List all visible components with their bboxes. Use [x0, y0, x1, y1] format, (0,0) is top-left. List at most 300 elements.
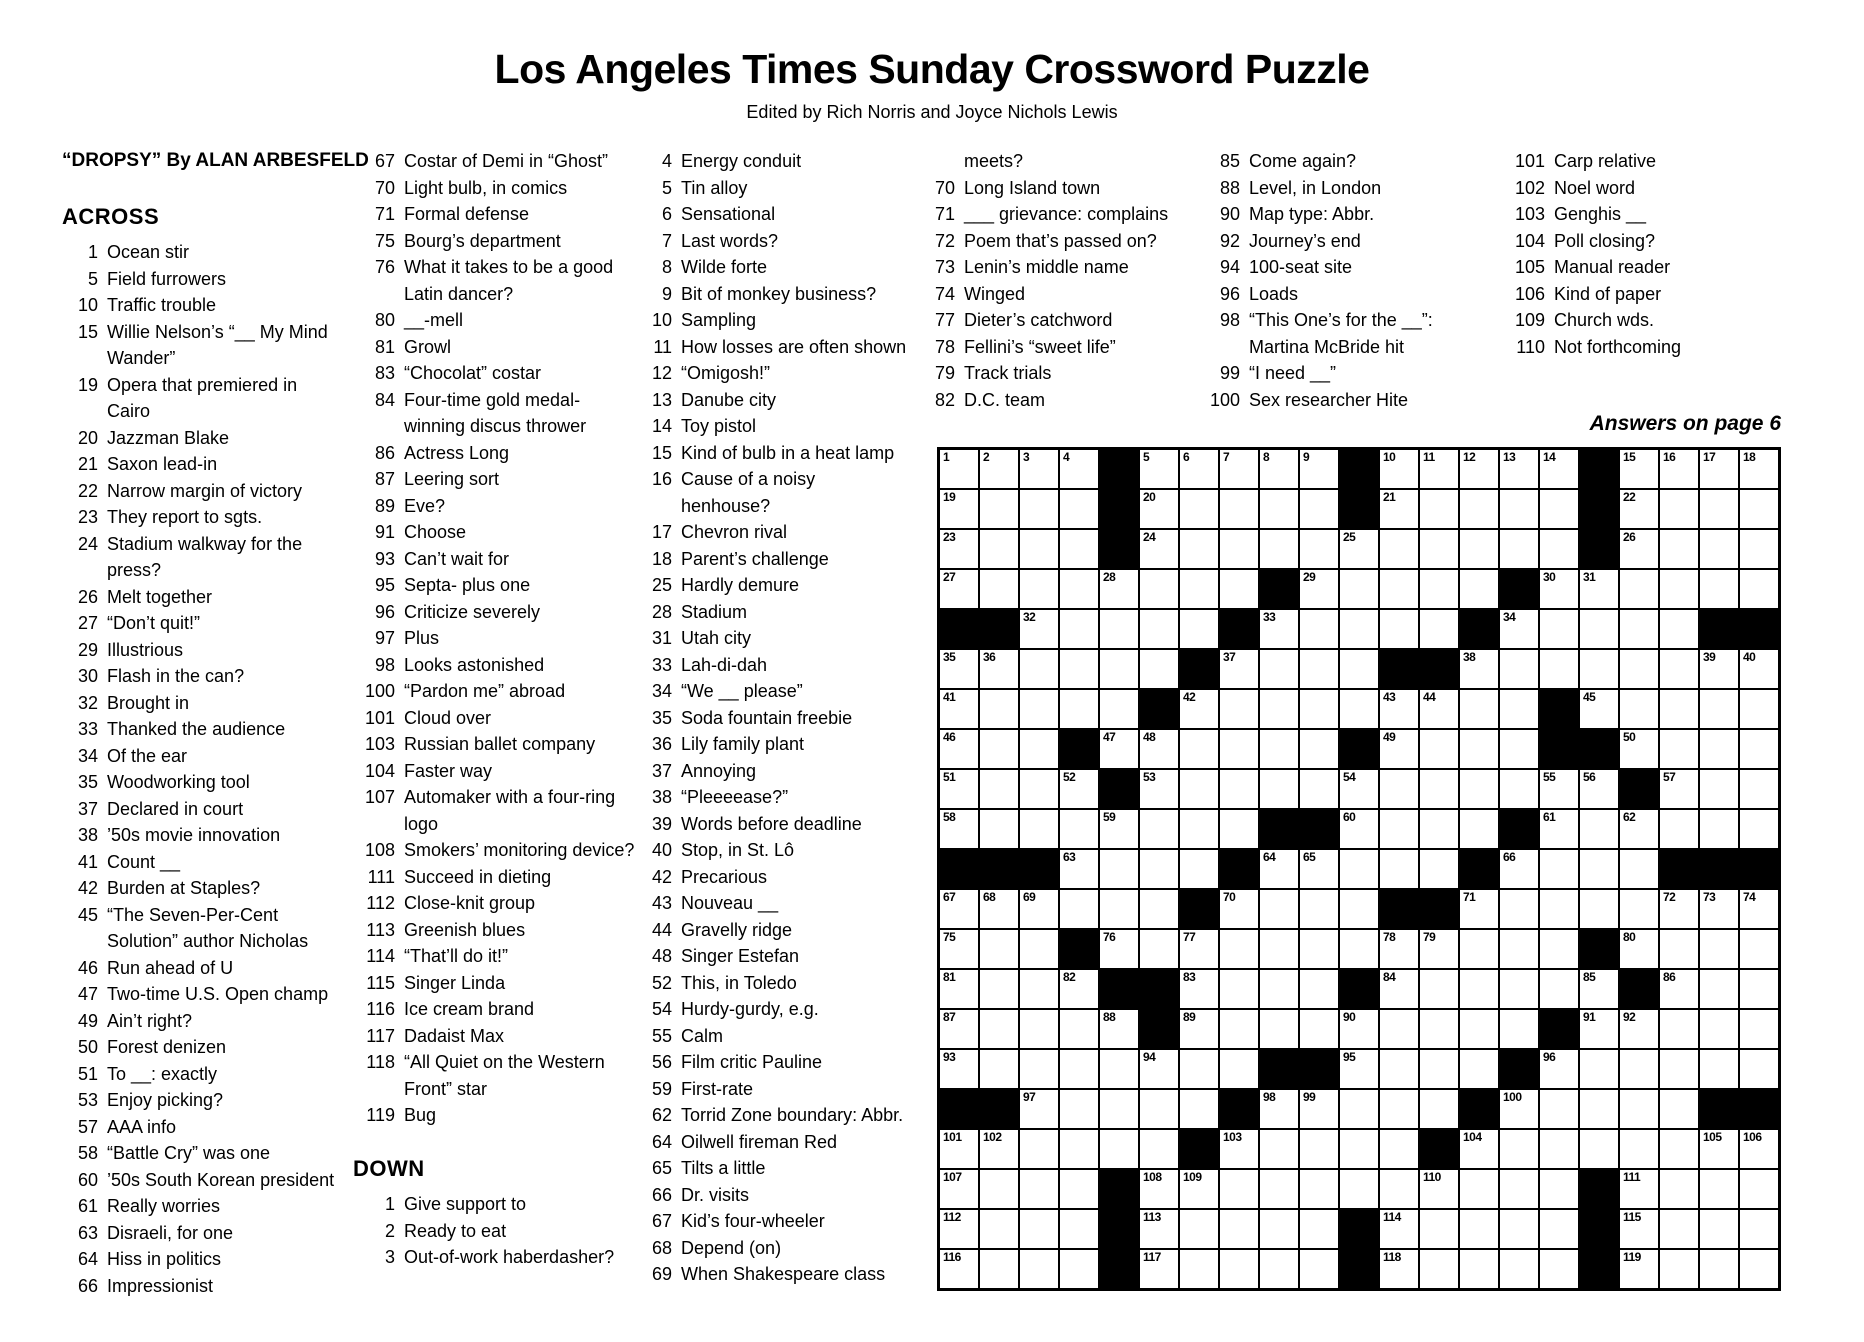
grid-cell[interactable] [1500, 1010, 1538, 1048]
grid-cell[interactable] [1340, 1130, 1378, 1168]
grid-cell[interactable] [1300, 1210, 1338, 1248]
grid-cell[interactable] [1420, 690, 1458, 728]
grid-cell[interactable] [1620, 530, 1658, 568]
grid-cell[interactable] [1460, 810, 1498, 848]
grid-cell[interactable] [980, 810, 1018, 848]
grid-cell[interactable] [1380, 1090, 1418, 1128]
grid-cell[interactable] [1380, 850, 1418, 888]
grid-cell[interactable] [1580, 1090, 1618, 1128]
grid-cell[interactable] [980, 1050, 1018, 1088]
grid-cell[interactable] [1540, 610, 1578, 648]
grid-cell[interactable] [1020, 1170, 1058, 1208]
grid-cell[interactable] [1260, 690, 1298, 728]
grid-cell[interactable] [1500, 770, 1538, 808]
grid-cell[interactable] [1260, 850, 1298, 888]
grid-cell[interactable] [1460, 1130, 1498, 1168]
grid-cell[interactable] [1060, 650, 1098, 688]
grid-cell[interactable] [980, 490, 1018, 528]
grid-cell[interactable] [1060, 530, 1098, 568]
grid-cell[interactable] [1140, 1050, 1178, 1088]
grid-cell[interactable] [1140, 930, 1178, 968]
grid-cell[interactable] [1100, 810, 1138, 848]
grid-cell[interactable] [1220, 730, 1258, 768]
grid-cell[interactable] [1500, 850, 1538, 888]
grid-cell[interactable] [1300, 1130, 1338, 1168]
grid-cell[interactable] [1580, 650, 1618, 688]
grid-cell[interactable] [1700, 530, 1738, 568]
grid-cell[interactable] [1740, 730, 1778, 768]
grid-cell[interactable] [1700, 930, 1738, 968]
grid-cell[interactable] [1700, 1010, 1738, 1048]
grid-cell[interactable] [1460, 1250, 1498, 1288]
grid-cell[interactable] [1740, 970, 1778, 1008]
grid-cell[interactable] [1300, 530, 1338, 568]
grid-cell[interactable] [1660, 1170, 1698, 1208]
grid-cell[interactable] [1180, 930, 1218, 968]
grid-cell[interactable] [1260, 770, 1298, 808]
grid-cell[interactable] [980, 970, 1018, 1008]
grid-cell[interactable] [1100, 1130, 1138, 1168]
grid-cell[interactable] [1020, 890, 1058, 928]
grid-cell[interactable] [1580, 850, 1618, 888]
grid-cell[interactable] [1660, 490, 1698, 528]
grid-cell[interactable] [1220, 1130, 1258, 1168]
grid-cell[interactable] [1420, 970, 1458, 1008]
grid-cell[interactable] [1460, 650, 1498, 688]
grid-cell[interactable] [1500, 1210, 1538, 1248]
grid-cell[interactable] [1540, 810, 1578, 848]
grid-cell[interactable] [1300, 1250, 1338, 1288]
grid-cell[interactable] [1260, 890, 1298, 928]
grid-cell[interactable] [1700, 810, 1738, 848]
grid-cell[interactable] [1020, 1210, 1058, 1248]
grid-cell[interactable] [1420, 1210, 1458, 1248]
grid-cell[interactable] [1740, 690, 1778, 728]
grid-cell[interactable] [1660, 650, 1698, 688]
grid-cell[interactable] [940, 890, 978, 928]
grid-cell[interactable] [1700, 730, 1738, 768]
grid-cell[interactable] [1660, 1010, 1698, 1048]
grid-cell[interactable] [1660, 450, 1698, 488]
grid-cell[interactable] [1420, 570, 1458, 608]
grid-cell[interactable] [1540, 1130, 1578, 1168]
grid-cell[interactable] [940, 650, 978, 688]
grid-cell[interactable] [1540, 450, 1578, 488]
grid-cell[interactable] [1460, 530, 1498, 568]
grid-cell[interactable] [1100, 650, 1138, 688]
grid-cell[interactable] [1140, 730, 1178, 768]
grid-cell[interactable] [1740, 810, 1778, 848]
grid-cell[interactable] [1260, 490, 1298, 528]
grid-cell[interactable] [1180, 1010, 1218, 1048]
grid-cell[interactable] [1180, 690, 1218, 728]
grid-cell[interactable] [1380, 1010, 1418, 1048]
grid-cell[interactable] [940, 810, 978, 848]
grid-cell[interactable] [1140, 570, 1178, 608]
grid-cell[interactable] [1620, 890, 1658, 928]
grid-cell[interactable] [1260, 1090, 1298, 1128]
grid-cell[interactable] [1060, 810, 1098, 848]
grid-cell[interactable] [1620, 490, 1658, 528]
grid-cell[interactable] [1700, 970, 1738, 1008]
grid-cell[interactable] [1340, 690, 1378, 728]
grid-cell[interactable] [1340, 1170, 1378, 1208]
grid-cell[interactable] [1180, 1210, 1218, 1248]
grid-cell[interactable] [980, 690, 1018, 728]
grid-cell[interactable] [1740, 930, 1778, 968]
grid-cell[interactable] [1380, 970, 1418, 1008]
grid-cell[interactable] [1660, 890, 1698, 928]
grid-cell[interactable] [1300, 970, 1338, 1008]
grid-cell[interactable] [1180, 450, 1218, 488]
grid-cell[interactable] [1220, 450, 1258, 488]
grid-cell[interactable] [1060, 1210, 1098, 1248]
grid-cell[interactable] [1060, 1130, 1098, 1168]
grid-cell[interactable] [1300, 1170, 1338, 1208]
grid-cell[interactable] [1020, 1050, 1058, 1088]
grid-cell[interactable] [1700, 1170, 1738, 1208]
grid-cell[interactable] [1300, 570, 1338, 608]
grid-cell[interactable] [940, 1130, 978, 1168]
grid-cell[interactable] [1420, 930, 1458, 968]
grid-cell[interactable] [940, 530, 978, 568]
grid-cell[interactable] [1020, 530, 1058, 568]
grid-cell[interactable] [1380, 450, 1418, 488]
grid-cell[interactable] [1740, 1210, 1778, 1248]
grid-cell[interactable] [1180, 850, 1218, 888]
grid-cell[interactable] [1100, 1090, 1138, 1128]
grid-cell[interactable] [1220, 1250, 1258, 1288]
grid-cell[interactable] [1740, 450, 1778, 488]
grid-cell[interactable] [1060, 1250, 1098, 1288]
grid-cell[interactable] [1300, 1010, 1338, 1048]
grid-cell[interactable] [1700, 1250, 1738, 1288]
grid-cell[interactable] [1220, 770, 1258, 808]
grid-cell[interactable] [1540, 1210, 1578, 1248]
grid-cell[interactable] [1140, 450, 1178, 488]
grid-cell[interactable] [1580, 1130, 1618, 1168]
grid-cell[interactable] [1540, 850, 1578, 888]
grid-cell[interactable] [1700, 490, 1738, 528]
grid-cell[interactable] [1460, 770, 1498, 808]
grid-cell[interactable] [1580, 610, 1618, 648]
grid-cell[interactable] [1180, 530, 1218, 568]
grid-cell[interactable] [1260, 730, 1298, 768]
grid-cell[interactable] [940, 490, 978, 528]
grid-cell[interactable] [1740, 490, 1778, 528]
grid-cell[interactable] [1540, 650, 1578, 688]
grid-cell[interactable] [980, 1210, 1018, 1248]
grid-cell[interactable] [1620, 930, 1658, 968]
grid-cell[interactable] [1740, 770, 1778, 808]
grid-cell[interactable] [1380, 730, 1418, 768]
grid-cell[interactable] [1500, 530, 1538, 568]
grid-cell[interactable] [1500, 890, 1538, 928]
grid-cell[interactable] [1700, 570, 1738, 608]
grid-cell[interactable] [1020, 610, 1058, 648]
grid-cell[interactable] [1100, 890, 1138, 928]
grid-cell[interactable] [1020, 1250, 1058, 1288]
grid-cell[interactable] [1340, 1050, 1378, 1088]
grid-cell[interactable] [1380, 1210, 1418, 1248]
grid-cell[interactable] [1660, 1210, 1698, 1248]
grid-cell[interactable] [1540, 890, 1578, 928]
grid-cell[interactable] [1580, 690, 1618, 728]
grid-cell[interactable] [1100, 1050, 1138, 1088]
grid-cell[interactable] [1660, 770, 1698, 808]
grid-cell[interactable] [1620, 1170, 1658, 1208]
grid-cell[interactable] [1020, 730, 1058, 768]
grid-cell[interactable] [1140, 1090, 1178, 1128]
grid-cell[interactable] [1540, 770, 1578, 808]
grid-cell[interactable] [1180, 810, 1218, 848]
grid-cell[interactable] [1500, 610, 1538, 648]
grid-cell[interactable] [1460, 730, 1498, 768]
grid-cell[interactable] [1660, 690, 1698, 728]
grid-cell[interactable] [980, 1010, 1018, 1048]
grid-cell[interactable] [980, 1250, 1018, 1288]
grid-cell[interactable] [1500, 970, 1538, 1008]
grid-cell[interactable] [1620, 570, 1658, 608]
grid-cell[interactable] [1660, 930, 1698, 968]
grid-cell[interactable] [1500, 450, 1538, 488]
grid-cell[interactable] [1060, 1010, 1098, 1048]
grid-cell[interactable] [1300, 930, 1338, 968]
grid-cell[interactable] [1500, 490, 1538, 528]
grid-cell[interactable] [1700, 450, 1738, 488]
grid-cell[interactable] [1020, 690, 1058, 728]
grid-cell[interactable] [1660, 530, 1698, 568]
grid-cell[interactable] [1380, 1250, 1418, 1288]
grid-cell[interactable] [1260, 530, 1298, 568]
grid-cell[interactable] [1460, 890, 1498, 928]
grid-cell[interactable] [1660, 970, 1698, 1008]
grid-cell[interactable] [1300, 610, 1338, 648]
grid-cell[interactable] [1260, 970, 1298, 1008]
grid-cell[interactable] [1020, 570, 1058, 608]
grid-cell[interactable] [1660, 570, 1698, 608]
grid-cell[interactable] [1220, 570, 1258, 608]
grid-cell[interactable] [1500, 730, 1538, 768]
grid-cell[interactable] [1620, 730, 1658, 768]
grid-cell[interactable] [1100, 1010, 1138, 1048]
grid-cell[interactable] [1220, 530, 1258, 568]
grid-cell[interactable] [1140, 490, 1178, 528]
grid-cell[interactable] [1180, 570, 1218, 608]
grid-cell[interactable] [1740, 1050, 1778, 1088]
grid-cell[interactable] [1660, 730, 1698, 768]
grid-cell[interactable] [1700, 1050, 1738, 1088]
grid-cell[interactable] [1100, 730, 1138, 768]
grid-cell[interactable] [1660, 1090, 1698, 1128]
grid-cell[interactable] [1180, 1050, 1218, 1088]
grid-cell[interactable] [1740, 1170, 1778, 1208]
grid-cell[interactable] [1060, 770, 1098, 808]
grid-cell[interactable] [1060, 610, 1098, 648]
grid-cell[interactable] [1460, 690, 1498, 728]
grid-cell[interactable] [1060, 890, 1098, 928]
grid-cell[interactable] [1380, 1170, 1418, 1208]
grid-cell[interactable] [1620, 1250, 1658, 1288]
grid-cell[interactable] [1180, 1250, 1218, 1288]
grid-cell[interactable] [980, 570, 1018, 608]
grid-cell[interactable] [1140, 770, 1178, 808]
grid-cell[interactable] [1540, 570, 1578, 608]
grid-cell[interactable] [1540, 530, 1578, 568]
grid-cell[interactable] [1540, 970, 1578, 1008]
grid-cell[interactable] [1260, 1130, 1298, 1168]
grid-cell[interactable] [1580, 890, 1618, 928]
grid-cell[interactable] [940, 1010, 978, 1048]
grid-cell[interactable] [1380, 490, 1418, 528]
grid-cell[interactable] [1340, 530, 1378, 568]
grid-cell[interactable] [1420, 850, 1458, 888]
grid-cell[interactable] [1340, 570, 1378, 608]
grid-cell[interactable] [1340, 930, 1378, 968]
grid-cell[interactable] [1500, 1250, 1538, 1288]
grid-cell[interactable] [980, 930, 1018, 968]
grid-cell[interactable] [1100, 690, 1138, 728]
grid-cell[interactable] [1380, 810, 1418, 848]
grid-cell[interactable] [980, 1170, 1018, 1208]
grid-cell[interactable] [1580, 970, 1618, 1008]
grid-cell[interactable] [1740, 890, 1778, 928]
grid-cell[interactable] [1420, 1090, 1458, 1128]
grid-cell[interactable] [1020, 970, 1058, 1008]
grid-cell[interactable] [1220, 690, 1258, 728]
grid-cell[interactable] [1100, 850, 1138, 888]
grid-cell[interactable] [1460, 1050, 1498, 1088]
grid-cell[interactable] [1140, 530, 1178, 568]
grid-cell[interactable] [1620, 850, 1658, 888]
grid-cell[interactable] [1540, 1090, 1578, 1128]
grid-cell[interactable] [1140, 650, 1178, 688]
grid-cell[interactable] [1260, 450, 1298, 488]
grid-cell[interactable] [1380, 690, 1418, 728]
grid-cell[interactable] [1380, 930, 1418, 968]
grid-cell[interactable] [1180, 1170, 1218, 1208]
grid-cell[interactable] [1580, 810, 1618, 848]
grid-cell[interactable] [980, 650, 1018, 688]
grid-cell[interactable] [1660, 610, 1698, 648]
grid-cell[interactable] [1300, 850, 1338, 888]
grid-cell[interactable] [1060, 1090, 1098, 1128]
grid-cell[interactable] [1660, 1250, 1698, 1288]
grid-cell[interactable] [1380, 770, 1418, 808]
grid-cell[interactable] [1620, 690, 1658, 728]
grid-cell[interactable] [1300, 450, 1338, 488]
grid-cell[interactable] [940, 970, 978, 1008]
grid-cell[interactable] [940, 570, 978, 608]
grid-cell[interactable] [1460, 490, 1498, 528]
grid-cell[interactable] [1700, 890, 1738, 928]
grid-cell[interactable] [1340, 1010, 1378, 1048]
grid-cell[interactable] [1620, 1130, 1658, 1168]
grid-cell[interactable] [1020, 770, 1058, 808]
grid-cell[interactable] [1340, 890, 1378, 928]
grid-cell[interactable] [1500, 1170, 1538, 1208]
grid-cell[interactable] [1500, 930, 1538, 968]
grid-cell[interactable] [1260, 1250, 1298, 1288]
grid-cell[interactable] [1020, 1130, 1058, 1168]
grid-cell[interactable] [1260, 650, 1298, 688]
grid-cell[interactable] [1060, 1050, 1098, 1088]
grid-cell[interactable] [940, 450, 978, 488]
grid-cell[interactable] [1420, 770, 1458, 808]
grid-cell[interactable] [1140, 1210, 1178, 1248]
grid-cell[interactable] [940, 930, 978, 968]
grid-cell[interactable] [1020, 490, 1058, 528]
grid-cell[interactable] [1340, 770, 1378, 808]
grid-cell[interactable] [1060, 850, 1098, 888]
grid-cell[interactable] [1300, 650, 1338, 688]
grid-cell[interactable] [1220, 930, 1258, 968]
grid-cell[interactable] [1020, 930, 1058, 968]
grid-cell[interactable] [1220, 490, 1258, 528]
grid-cell[interactable] [1700, 690, 1738, 728]
grid-cell[interactable] [940, 1250, 978, 1288]
grid-cell[interactable] [1420, 530, 1458, 568]
grid-cell[interactable] [1060, 1170, 1098, 1208]
grid-cell[interactable] [1620, 1210, 1658, 1248]
grid-cell[interactable] [980, 890, 1018, 928]
grid-cell[interactable] [1380, 530, 1418, 568]
grid-cell[interactable] [1140, 1170, 1178, 1208]
grid-cell[interactable] [1380, 1050, 1418, 1088]
grid-cell[interactable] [1300, 690, 1338, 728]
grid-cell[interactable] [1740, 1010, 1778, 1048]
grid-cell[interactable] [940, 690, 978, 728]
grid-cell[interactable] [1300, 730, 1338, 768]
grid-cell[interactable] [1220, 650, 1258, 688]
grid-cell[interactable] [1020, 1010, 1058, 1048]
grid-cell[interactable] [1460, 1010, 1498, 1048]
grid-cell[interactable] [1420, 610, 1458, 648]
grid-cell[interactable] [1620, 1050, 1658, 1088]
grid-cell[interactable] [1180, 730, 1218, 768]
grid-cell[interactable] [1580, 1010, 1618, 1048]
grid-cell[interactable] [1660, 1050, 1698, 1088]
grid-cell[interactable] [940, 730, 978, 768]
grid-cell[interactable] [1020, 450, 1058, 488]
grid-cell[interactable] [1260, 610, 1298, 648]
grid-cell[interactable] [1700, 650, 1738, 688]
grid-cell[interactable] [1140, 890, 1178, 928]
grid-cell[interactable] [1180, 770, 1218, 808]
grid-cell[interactable] [1500, 650, 1538, 688]
grid-cell[interactable] [1140, 810, 1178, 848]
grid-cell[interactable] [1540, 930, 1578, 968]
grid-cell[interactable] [1460, 1170, 1498, 1208]
grid-cell[interactable] [1220, 1010, 1258, 1048]
grid-cell[interactable] [1620, 810, 1658, 848]
grid-cell[interactable] [1300, 770, 1338, 808]
grid-cell[interactable] [1620, 610, 1658, 648]
grid-cell[interactable] [1060, 970, 1098, 1008]
grid-cell[interactable] [1420, 810, 1458, 848]
grid-cell[interactable] [1620, 650, 1658, 688]
grid-cell[interactable] [1020, 810, 1058, 848]
grid-cell[interactable] [1420, 1050, 1458, 1088]
grid-cell[interactable] [1380, 610, 1418, 648]
grid-cell[interactable] [1420, 450, 1458, 488]
grid-cell[interactable] [1220, 1170, 1258, 1208]
grid-cell[interactable] [1460, 930, 1498, 968]
grid-cell[interactable] [1020, 650, 1058, 688]
grid-cell[interactable] [1340, 650, 1378, 688]
grid-cell[interactable] [1620, 1010, 1658, 1048]
grid-cell[interactable] [1180, 610, 1218, 648]
